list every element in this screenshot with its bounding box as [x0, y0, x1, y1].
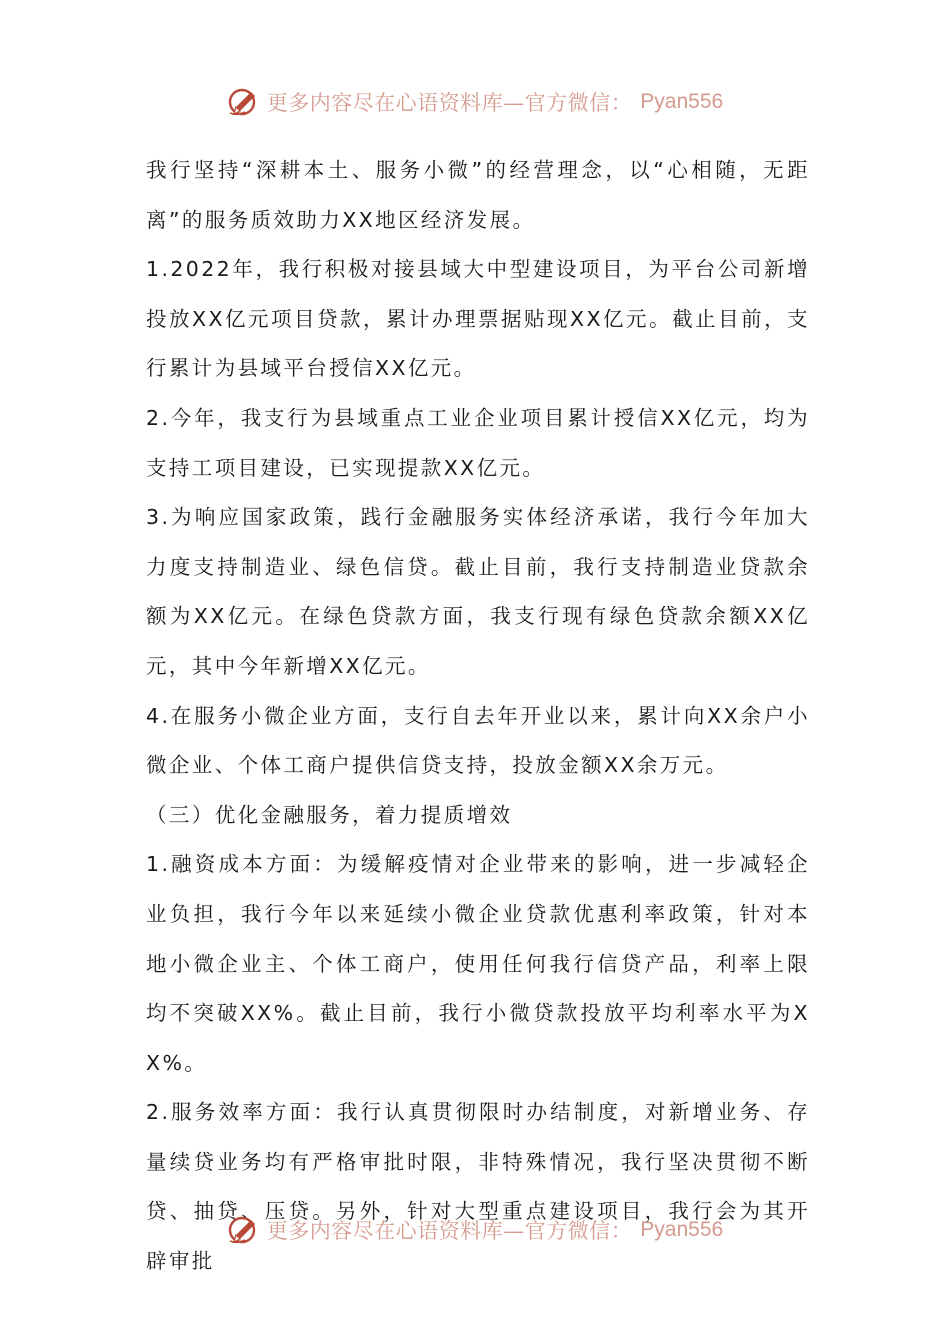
watermark-header [0, 80, 950, 124]
watermark-footer [0, 1208, 950, 1252]
watermark-handle: Pyan556 [640, 90, 724, 113]
pen-logo-icon [227, 1213, 261, 1247]
pen-logo-icon [227, 85, 261, 119]
paragraph: 3.为响应国家政策，践行金融服务实体经济承诺，我行今年加大力度支持制造业、绿色信贷。截止目前，我行支持制造业贷款余额为XX亿元。在绿色贷款方面，我支行现有绿色贷款余额XX亿元，其中今年新增XX亿元。 [146, 505, 810, 678]
paragraph: 4.在服务小微企业方面，支行自去年开业以来，累计向XX余户小微企业、个体工商户提供信贷支持，投放金额XX余万元。 [146, 703, 810, 778]
section-heading: （三）优化金融服务，着力提质增效 [146, 802, 513, 827]
watermark-text: 更多内容尽在心语资料库—官方微信： [266, 91, 633, 115]
watermark-text: 更多内容尽在心语资料库—官方微信： [266, 1219, 633, 1243]
paragraph: 2.服务效率方面：我行认真贯彻限时办结制度，对新增业务、存量续贷业务均有严格审批时限，非特殊情况，我行坚决贯彻不断贷、抽贷、压贷。另外，针对大型重点建设项目，我行会为其开辟审批 [146, 1100, 810, 1274]
paragraph: 2.今年，我支行为县域重点工业企业项目累计授信XX亿元，均为支持工项目建设，已实现提款XX亿元。 [146, 405, 810, 480]
paragraph: 1.融资成本方面：为缓解疫情对企业带来的影响，进一步减轻企业负担，我行今年以来延续小微企业贷款优惠利率政策，针对本地小微企业主、个体工商户，使用任何我行信贷产品，利率上限均不突破XX%。截止目前，我行小微贷款投放平均利率水平为XX%。 [146, 852, 810, 1075]
document-body [146, 146, 810, 1287]
paragraph: 1.2022年，我行积极对接县域大中型建设项目，为平台公司新增投放XX亿元项目贷款，累计办理票据贴现XX亿元。截止目前，支行累计为县域平台授信XX亿元。 [146, 257, 810, 381]
paragraph: 我行坚持“深耕本土、服务小微”的经营理念，以“心相随，无距离”的服务质效助力XX地区经济发展。 [146, 158, 810, 232]
watermark-handle: Pyan556 [640, 1218, 724, 1241]
